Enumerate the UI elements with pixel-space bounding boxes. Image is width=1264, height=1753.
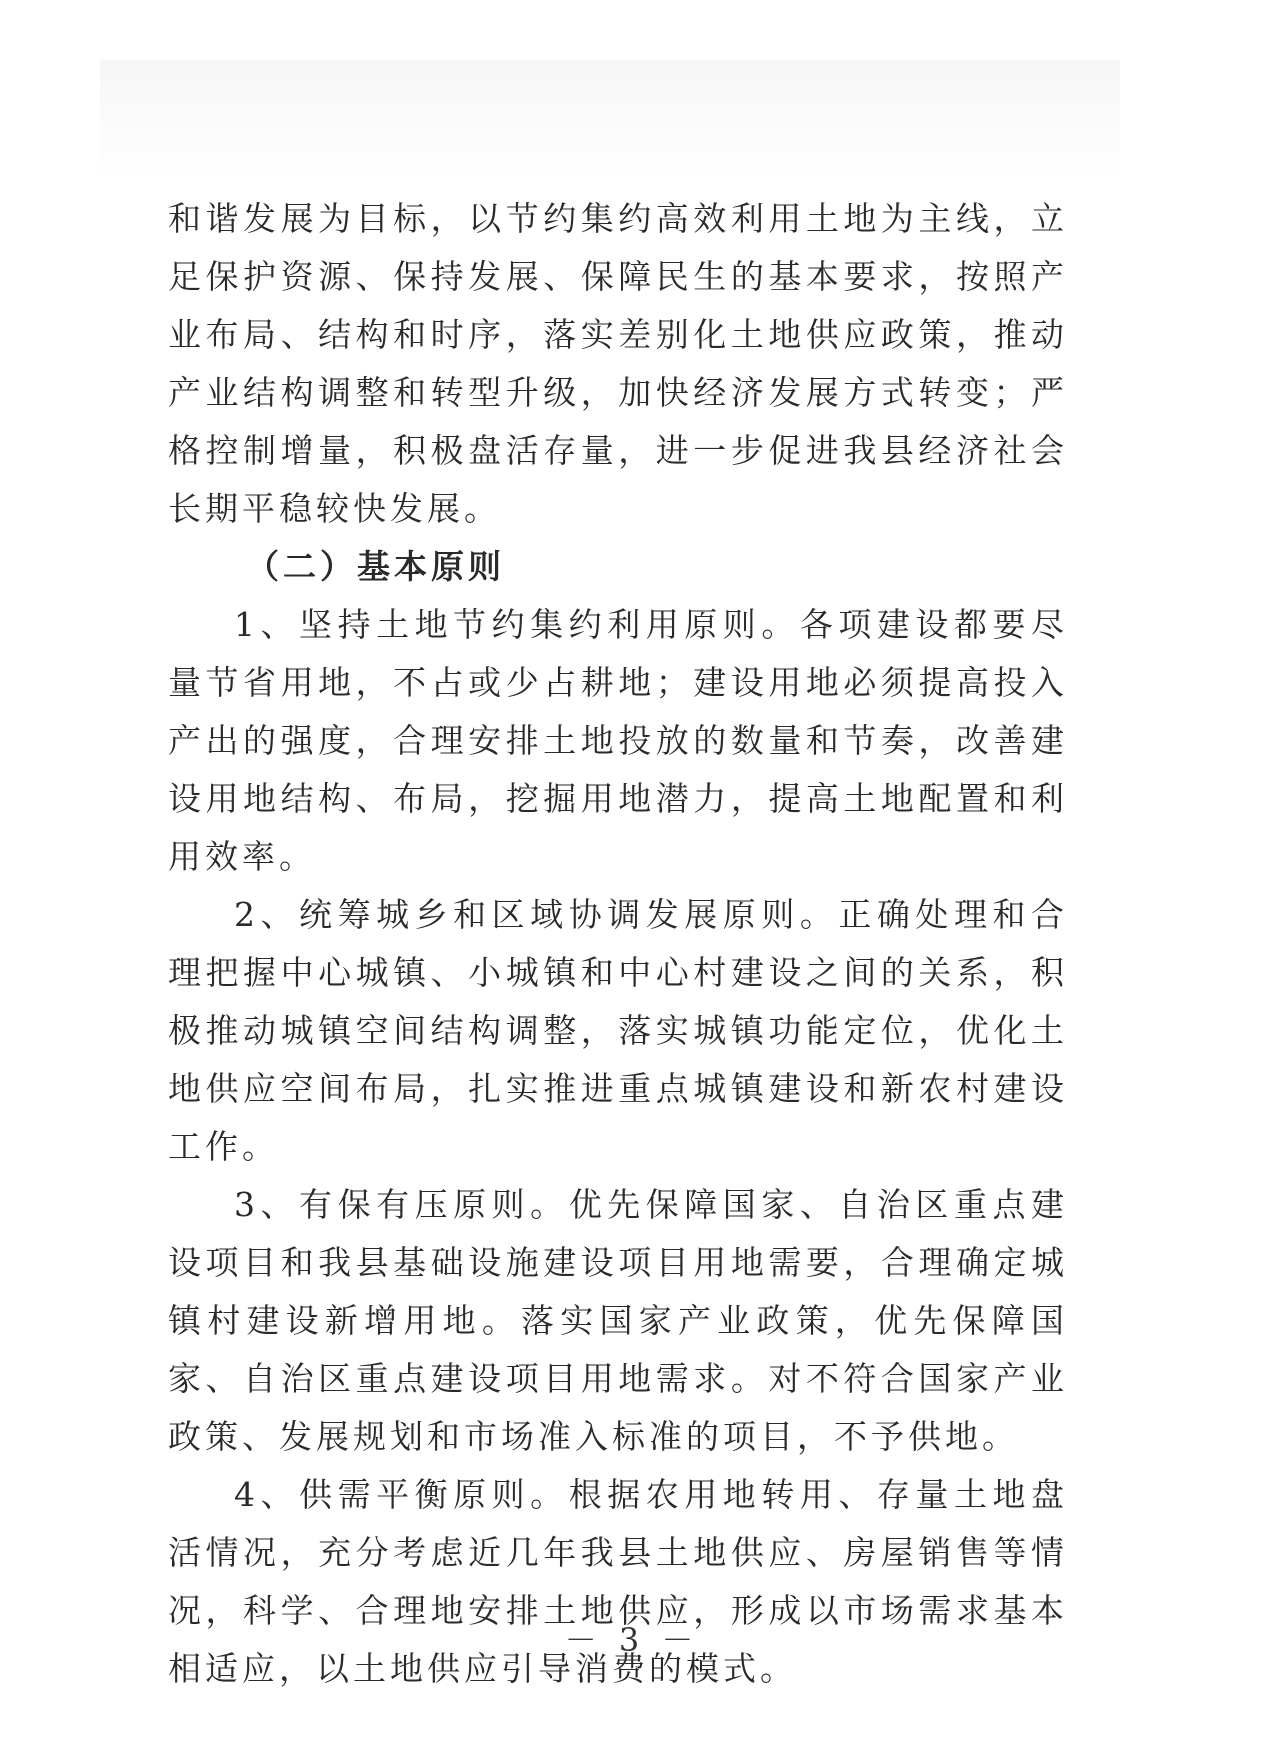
document-body [168, 190, 1068, 1698]
paragraph-principle-3: 3、有保有压原则。优先保障国家、自治区重点建设项目和我县基础设施建设项目用地需要，合理确定城镇村建设新增用地。落实国家产业政策，优先保障国家、自治区重点建设项目用地需求。对不符合国家产业政策、发展规划和市场准入标准的项目，不予供地。 [168, 1185, 1068, 1456]
page-number: － 3 － [564, 1621, 700, 1659]
paragraph-principle-1: 1、坚持土地节约集约利用原则。各项建设都要尽量节省用地，不占或少占耕地；建设用地必须提高投入产出的强度，合理安排土地投放的数量和节奏，改善建设用地结构、布局，挖掘用地潜力，提高土地配置和利用效率。 [168, 605, 1068, 876]
paragraph-intro: 和谐发展为目标，以节约集约高效利用土地为主线，立足保护资源、保持发展、保障民生的基本要求，按照产业布局、结构和时序，落实差别化土地供应政策，推动产业结构调整和转型升级，加快经济发展方式转变；严格控制增量，积极盘活存量，进一步促进我县经济社会长期平稳较快发展。 [168, 199, 1068, 528]
scan-artifact [100, 60, 1120, 180]
paragraph-principle-2: 2、统筹城乡和区域协调发展原则。正确处理和合理把握中心城镇、小城镇和中心村建设之间的关系，积极推动城镇空间结构调整，落实城镇功能定位，优化土地供应空间布局，扎实推进重点城镇建设和新农村建设工作。 [168, 895, 1068, 1166]
paragraph-principle-4: 4、供需平衡原则。根据农用地转用、存量土地盘活情况，充分考虑近几年我县土地供应、房屋销售等情况，科学、合理地安排土地供应，形成以市场需求基本相适应，以土地供应引导消费的模式。 [168, 1475, 1068, 1688]
section-heading-basic-principles: （二）基本原则 [246, 547, 505, 586]
